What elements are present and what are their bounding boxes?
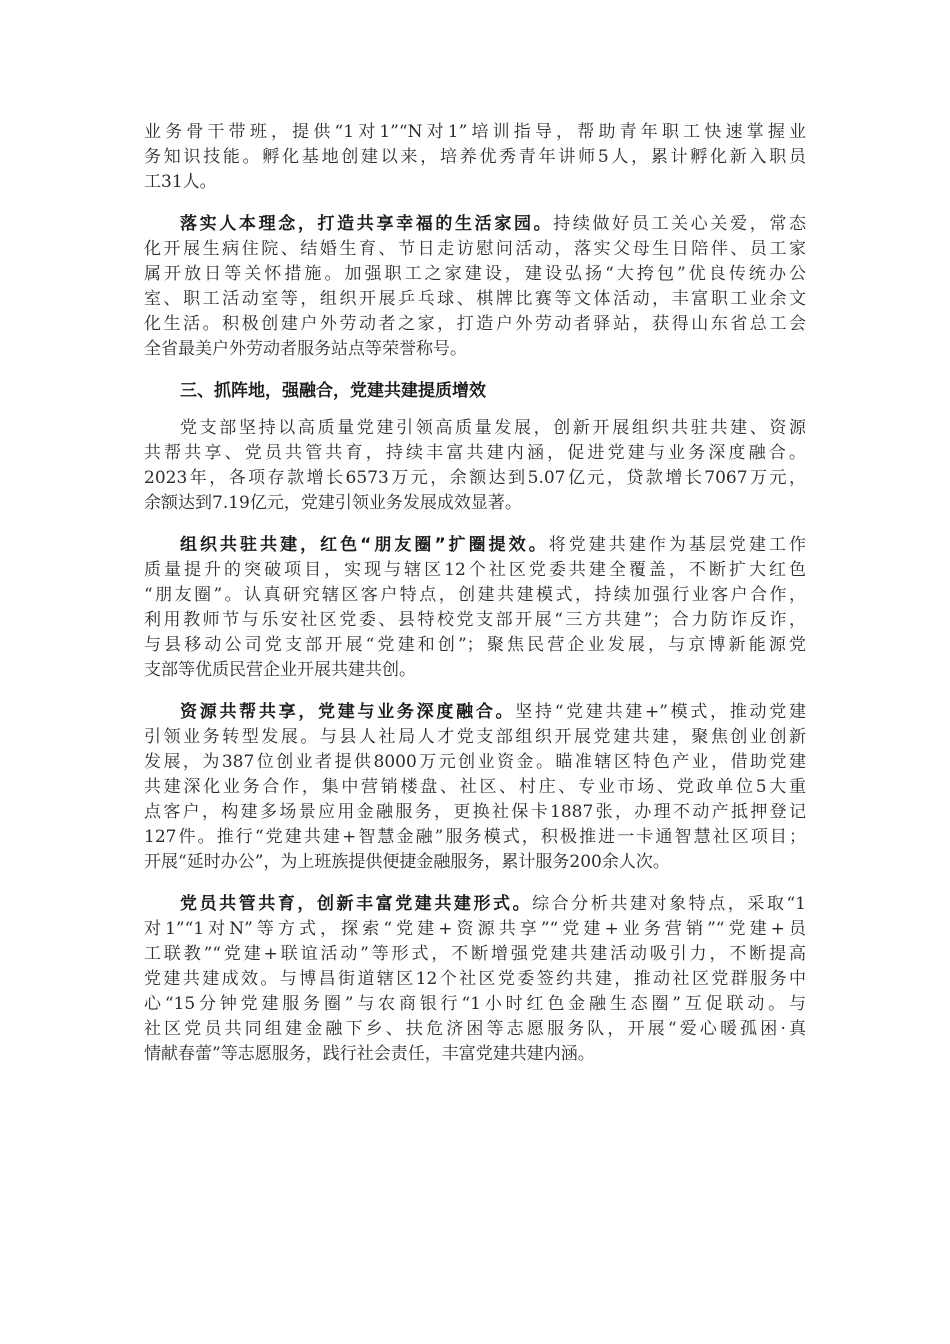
paragraph-member-management [144,892,806,1067]
section-heading [144,379,806,404]
text-line: 业务骨干带班，提供“1对1”“N对1”培训指导，帮助青年职工快速掌握业 [144,122,806,142]
paragraph-training [144,120,806,195]
paragraph-text: 持续做好员工关心关爱，常态 [553,214,807,234]
text-line: 全省最美户外劳动者服务站点等荣誉称号。 [144,339,467,359]
text-line: 心“15分钟党建服务圈”与农商银行“1小时红色金融生态圈”互促联动。与 [144,994,806,1014]
text-line: 情献春蕾”等志愿服务，践行社会责任，丰富党建共建内涵。 [144,1044,595,1064]
text-line [144,533,806,558]
text-line: 引领业务转型发展。与县人社局人才党支部组织开展党建共建，聚焦创业创新 [144,727,806,747]
text-line: 工联教”“党建+联谊活动”等形式，不断增强党建共建活动吸引力，不断提高 [144,944,806,964]
text-line: 室、职工活动室等，组织开展乒乓球、棋牌比赛等文体活动，丰富职工业余文 [144,289,806,309]
paragraph-lead: 资源共帮共享，党建与业务深度融合。 [180,702,516,722]
paragraph-lead: 组织共驻共建，红色“朋友圈”扩圈提效。 [180,535,549,555]
text-line: 化生活。积极创建户外劳动者之家，打造户外劳动者驿站，获得山东省总工会 [144,314,806,334]
paragraph-lead: 落实人本理念，打造共享幸福的生活家园。 [180,214,554,234]
text-line: 共帮共享、党员共管共育，持续丰富共建内涵，促进党建与业务深度融合。 [144,443,806,463]
text-line: 与县移动公司党支部开展“党建和创”；聚焦民营企业发展，与京博新能源党 [144,635,806,655]
text-line [144,892,806,917]
text-line: 化开展生病住院、结婚生育、节日走访慰问活动，落实父母生日陪伴、员工家 [144,239,806,259]
section-heading-text: 三、抓阵地，强融合，党建共建提质增效 [180,381,486,401]
text-line: 余额达到7.19亿元，党建引领业务发展成效显著。 [144,493,522,513]
paragraph-overview [144,416,806,516]
text-line: 共建深化业务合作，集中营销楼盘、社区、村庄、专业市场、党政单位5大重 [144,777,806,797]
text-line: 工31人。 [144,172,217,192]
text-line: 127件。推行“党建共建+智慧金融”服务模式，积极推进一卡通智慧社区项目； [144,827,806,847]
text-line: 发展，为387位创业者提供8000万元创业资金。瞄准辖区特色产业，借助党建 [144,752,806,772]
paragraph-resource-sharing [144,700,806,875]
text-line [144,700,806,725]
text-line: 党支部坚持以高质量党建引领高质量发展，创新开展组织共驻共建、资源 [180,418,806,438]
text-line: 利用教师节与乐安社区党委、县特校党支部开展“三方共建”；合力防诈反诈， [144,610,806,630]
document-page [144,120,806,1084]
paragraph-people-oriented [144,212,806,362]
text-line: “朋友圈”。认真研究辖区客户特点，创建共建模式，持续加强行业客户合作， [144,585,806,605]
paragraph-text: 将党建共建作为基层党建工作 [548,535,806,555]
text-line: 开展“延时办公”，为上班族提供便捷金融服务，累计服务200余人次。 [144,852,670,872]
text-line: 属开放日等关怀措施。加强职工之家建设，建设弘扬“大挎包”优良传统办公 [144,264,806,284]
text-line: 2023年，各项存款增长6573万元，余额达到5.07亿元，贷款增长7067万元， [144,468,806,488]
text-line: 质量提升的突破项目，实现与辖区12个社区党委共建全覆盖，不断扩大红色 [144,560,806,580]
text-line [144,212,806,237]
paragraph-text: 坚持“党建共建+”模式，推动党建 [515,702,806,722]
text-line: 务知识技能。孵化基地创建以来，培养优秀青年讲师5人，累计孵化新入职员 [144,147,806,167]
text-line: 社区党员共同组建金融下乡、扶危济困等志愿服务队，开展“爱心暖孤困·真 [144,1019,806,1039]
text-line: 点客户，构建多场景应用金融服务，更换社保卡1887张，办理不动产抵押登记 [144,802,806,822]
paragraph-text: 综合分析共建对象特点，采取“1 [532,894,806,914]
text-line: 党建共建成效。与博昌街道辖区12个社区党委签约共建，推动社区党群服务中 [144,969,806,989]
paragraph-organization-coconstruction [144,533,806,683]
paragraph-lead: 党员共管共育，创新丰富党建共建形式。 [180,894,533,914]
text-line: 支部等优质民营企业开展共建共创。 [144,660,416,680]
text-line: 对1”“1对N”等方式，探索“党建+资源共享”“党建+业务营销”“党建+员 [144,919,806,939]
